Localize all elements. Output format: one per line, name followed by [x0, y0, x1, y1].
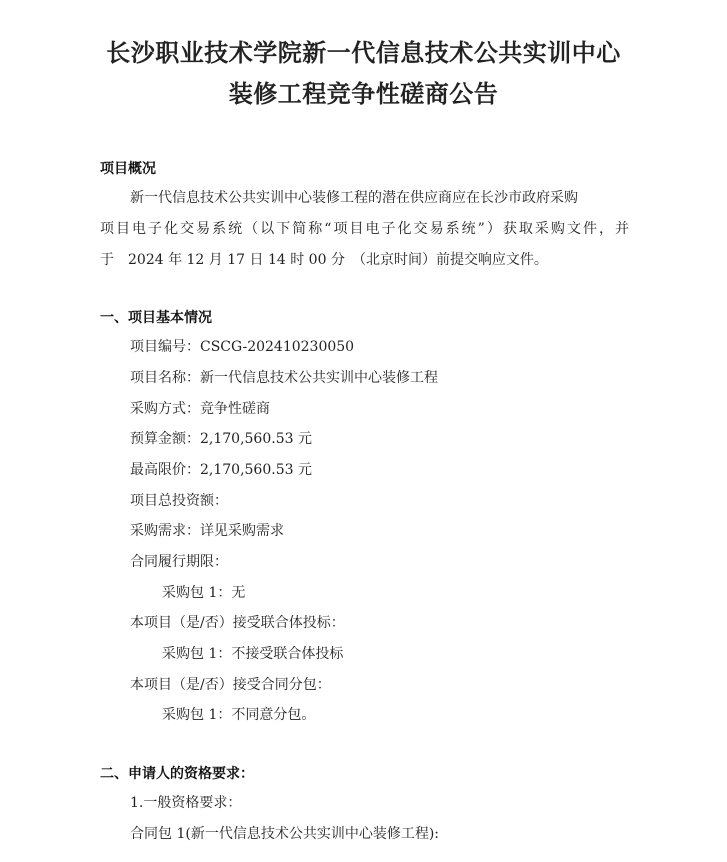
- procurement-requirement: 采购需求：详见采购需求: [130, 523, 284, 539]
- overview-heading: 项目概况: [100, 161, 156, 177]
- subcontract-package: 采购包 1：不同意分包。: [162, 707, 316, 723]
- document-title-line-1: 长沙职业技术学院新一代信息技术公共实训中心: [106, 39, 621, 67]
- project-number: 项目编号：CSCG-202410230050: [130, 339, 355, 355]
- procurement-method: 采购方式：竞争性磋商: [130, 401, 270, 417]
- consortium-label: 本项目（是/否）接受联合体投标：: [130, 615, 345, 631]
- contract-package-1: 合同包 1(新一代信息技术公共实训中心装修工程):: [130, 826, 439, 842]
- overview-line-1: 新一代信息技术公共实训中心装修工程的潜在供应商应在长沙市政府采购: [130, 190, 578, 206]
- section-2-heading: 二、申请人的资格要求：: [100, 766, 254, 782]
- general-requirements: 1.一般资格要求：: [130, 795, 242, 811]
- max-price: 最高限价：2,170,560.53 元: [130, 462, 312, 478]
- contract-period-label: 合同履行期限：: [130, 554, 228, 570]
- project-name: 项目名称：新一代信息技术公共实训中心装修工程: [130, 370, 438, 386]
- document-title-line-2: 装修工程竞争性磋商公告: [228, 80, 499, 108]
- contract-period-package: 采购包 1：无: [162, 585, 246, 601]
- overview-line-3: 于 2024 年 12 月 17 日 14 时 00 分 （北京时间）前提交响应文件。: [100, 252, 548, 268]
- subcontract-label: 本项目（是/否）接受合同分包：: [130, 677, 331, 693]
- budget-amount: 预算金额：2,170,560.53 元: [130, 431, 312, 447]
- overview-line-2: 项目电子化交易系统（以下简称“项目电子化交易系统”）获取采购文件，并: [100, 221, 629, 237]
- section-1-heading: 一、项目基本情况: [100, 310, 212, 326]
- consortium-package: 采购包 1：不接受联合体投标: [162, 646, 344, 662]
- total-investment: 项目总投资额：: [130, 493, 228, 509]
